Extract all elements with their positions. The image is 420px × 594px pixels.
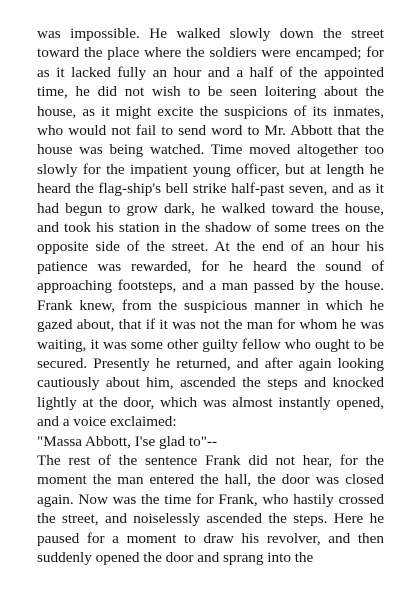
paragraph-narration: was impossible. He walked slowly down the street toward the place where the soldiers were encamped; for as it lacked fully an hour and a half of the appointed time, he did not wish to be seen loitering about the house, as it might excite the suspicions of its inmates, who would not fail to send word to Mr. Abbott that the house was being watched. Time moved altogether too slowly for the impatient young officer, but at length he heard the flag-ship's bell strike half-past seven, and as it had begun to grow dark, he walked toward the house, and took his station in the shadow of some trees on the opposite side of the street. At the end of an hour his patience was rewarded, for he heard the sound of approaching footsteps, and a man passed by the house. Frank knew, from the suspicious manner in which he gazed about, that if it was not the man for whom he was waiting, it was some other guilty fellow who ought to be secured. Presently he returned, and after again looking cautiously about him, ascended the steps and knocked lightly at the door, which was almost instantly opened, and a voice exclaimed: xyxy=(37,25,384,431)
paragraph-continuation: The rest of the sentence Frank did not hear, for the moment the man entered the hall, the door was closed again. Now was the time for Frank, who hastily crossed the street, and noiselessly ascended the steps. Here he paused for a moment to draw his revolver, and then suddenly opened the door and sprang into the xyxy=(37,451,384,566)
paragraph-dialogue: "Massa Abbott, I'se glad to"-- xyxy=(37,432,218,450)
page-text xyxy=(37,24,384,567)
